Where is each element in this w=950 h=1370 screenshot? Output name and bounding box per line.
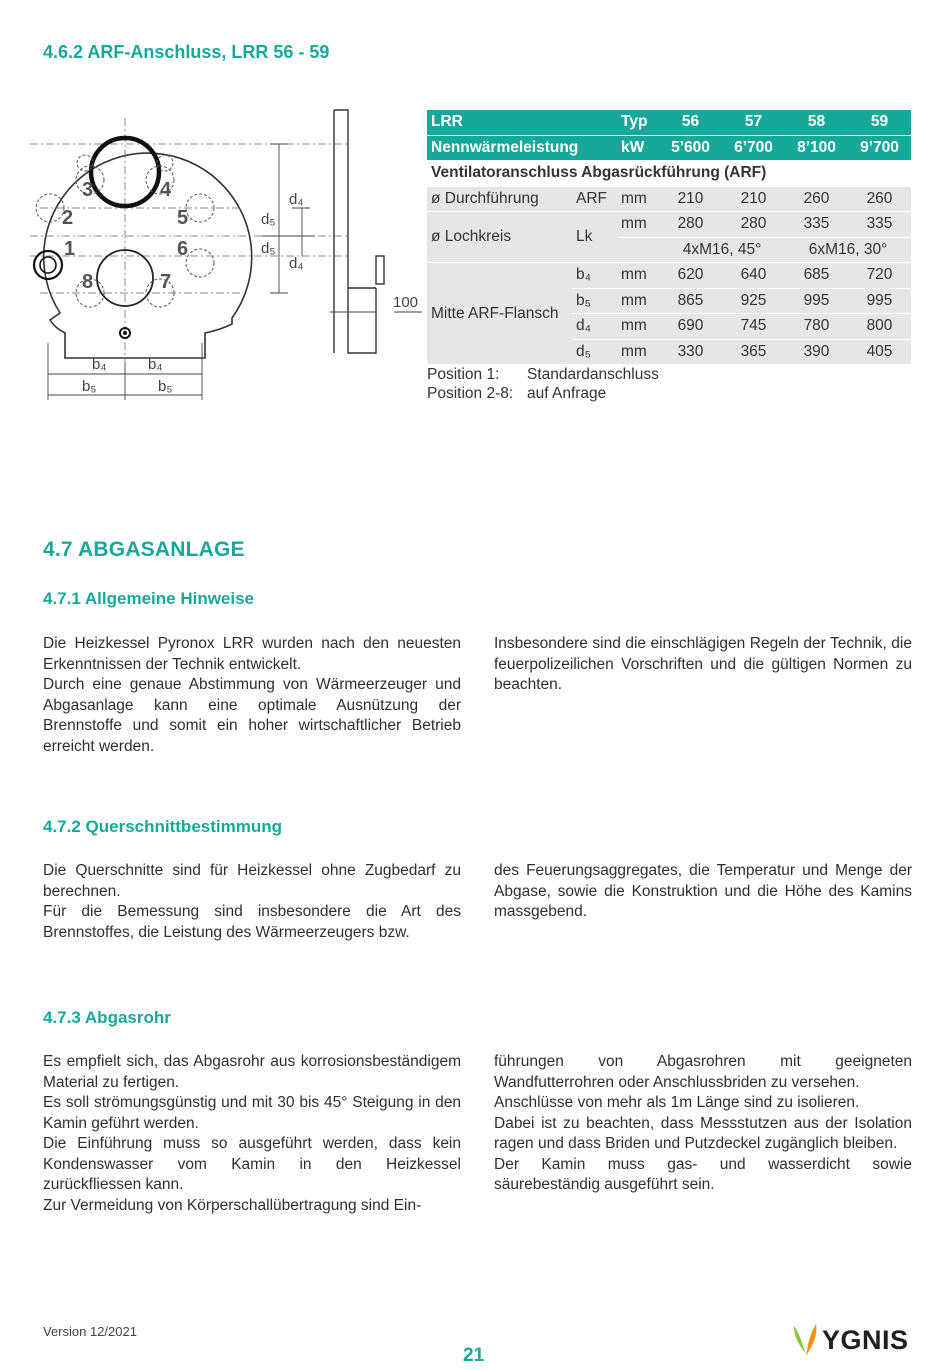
paragraph: des Feuerungsaggregates, die Temperatur und Menge der Abgase, sowie die Konstruktion und die Höhe des Kamins massgebend. bbox=[494, 862, 912, 920]
table-row bbox=[427, 110, 911, 135]
table-cell: 745 bbox=[722, 314, 785, 340]
paragraph: Die Heizkessel Pyronox LRR wurden nach den neuesten Erkenntnissen der Technik entwickelt. bbox=[43, 635, 461, 673]
arf-spec-table bbox=[427, 110, 911, 365]
pos-7-label: 7 bbox=[160, 271, 172, 293]
dim-b5-left: b₅ bbox=[82, 378, 97, 395]
table-cell: 865 bbox=[659, 288, 722, 314]
row-sub: b₅ bbox=[572, 288, 617, 314]
paragraph: Zur Vermeidung von Körperschallübertragung sind Ein- bbox=[43, 1196, 422, 1214]
table-cell: 365 bbox=[722, 339, 785, 365]
table-cell: 690 bbox=[659, 314, 722, 340]
row-unit: mm bbox=[617, 212, 659, 238]
table-row bbox=[427, 186, 911, 212]
table-cell: 9’700 bbox=[848, 135, 911, 161]
section-471-right-column bbox=[494, 634, 912, 696]
pos-2-label: 2 bbox=[62, 207, 74, 229]
group-title: Ventilatoranschluss Abgasrückführung (ARF) bbox=[427, 161, 911, 187]
row-unit: mm bbox=[617, 186, 659, 212]
table-cell: 260 bbox=[848, 186, 911, 212]
table-cell: 335 bbox=[848, 212, 911, 238]
table-row bbox=[427, 161, 911, 187]
row-unit: mm bbox=[617, 263, 659, 289]
position-label: Position 1: bbox=[427, 366, 500, 383]
section-heading-47: 4.7 ABGASANLAGE bbox=[43, 538, 245, 561]
section-473-left-column bbox=[43, 1052, 461, 1216]
table-cell: 260 bbox=[785, 186, 848, 212]
table-cell: 800 bbox=[848, 314, 911, 340]
table-cell: 8’100 bbox=[785, 135, 848, 161]
header-label: LRR bbox=[427, 110, 617, 135]
position-value: auf Anfrage bbox=[527, 385, 607, 402]
table-cell: 280 bbox=[659, 212, 722, 238]
paragraph: Die Einführung muss so ausgeführt werden, dass kein Kondenswasser vom Kamin in den Heizkessel zurückfliessen kann. bbox=[43, 1135, 461, 1193]
table-cell: 995 bbox=[848, 288, 911, 314]
row-sub: d₄ bbox=[572, 314, 617, 340]
table-cell: 6xM16, 30° bbox=[785, 237, 911, 263]
paragraph: führungen von Abgasrohren mit geeigneten Wandfutterrohren oder Anschlussbriden zu versehen. bbox=[494, 1053, 912, 1091]
row-label: Mitte ARF-Flansch bbox=[427, 263, 572, 365]
table-cell: 925 bbox=[722, 288, 785, 314]
table-row bbox=[427, 212, 911, 238]
section-472-left-column bbox=[43, 861, 461, 943]
table-cell: 405 bbox=[848, 339, 911, 365]
footer-version: Version 12/2021 bbox=[43, 1324, 137, 1339]
paragraph: Für die Bemessung sind insbesondere die Art des Brennstoffes, die Leistung des Wärmeerzeugers bzw. bbox=[43, 903, 461, 941]
row-label: ø Lochkreis bbox=[427, 212, 572, 263]
section-472-right-column bbox=[494, 861, 912, 923]
section-473-right-column bbox=[494, 1052, 912, 1196]
section-heading-473: 4.7.3 Abgasrohr bbox=[43, 1008, 171, 1027]
flame-icon bbox=[790, 1320, 822, 1360]
logo-text: YGNIS bbox=[822, 1325, 909, 1355]
paragraph: Anschlüsse von mehr als 1m Länge sind zu isolieren. bbox=[494, 1094, 860, 1111]
dim-d5-top: d₅ bbox=[261, 211, 276, 228]
table-cell: 57 bbox=[722, 110, 785, 135]
dim-b5-right: b₅ bbox=[158, 378, 173, 395]
table-cell: 59 bbox=[848, 110, 911, 135]
table-cell: 4xM16, 45° bbox=[659, 237, 785, 263]
row-sub: Lk bbox=[572, 212, 617, 263]
row-sub: d₅ bbox=[572, 339, 617, 365]
dim-b4-right: b₄ bbox=[148, 356, 163, 373]
header-unit: Typ bbox=[617, 110, 659, 135]
row-unit: mm bbox=[617, 288, 659, 314]
header-unit: kW bbox=[617, 135, 659, 161]
paragraph: Die Querschnitte sind für Heizkessel ohne Zugbedarf zu berechnen. bbox=[43, 862, 461, 900]
table-cell: 995 bbox=[785, 288, 848, 314]
paragraph: Dabei ist zu beachten, dass Messstutzen aus der Isolation ragen und dass Briden und Putzdeckel zugänglich bleiben. bbox=[494, 1114, 912, 1152]
pos-1-label: 1 bbox=[64, 238, 76, 260]
paragraph: Durch eine genaue Abstimmung von Wärmeerzeuger und Abgasanlage kann eine optimale Ausnützung der Brennstoffe und somit ein hoher wirtschaftlicher Betrieb erreicht werden. bbox=[43, 676, 461, 755]
table-cell: 620 bbox=[659, 263, 722, 289]
table-cell: 5’600 bbox=[659, 135, 722, 161]
paragraph: Es soll strömungsgünstig und mit 30 bis 45° Steigung in den Kamin geführt werden. bbox=[43, 1094, 461, 1132]
table-cell: 720 bbox=[848, 263, 911, 289]
table-cell: 210 bbox=[659, 186, 722, 212]
pos-4-label: 4 bbox=[160, 179, 172, 201]
dim-d4-top: d₄ bbox=[289, 191, 304, 208]
table-row bbox=[427, 263, 911, 289]
pos-3-label: 3 bbox=[82, 179, 94, 201]
row-sub: b₄ bbox=[572, 263, 617, 289]
paragraph: Der Kamin muss gas- und wasserdicht sowie säurebeständig ausgeführt sein. bbox=[494, 1155, 912, 1193]
table-cell: 330 bbox=[659, 339, 722, 365]
pos-5-label: 5 bbox=[177, 207, 189, 229]
ygnis-logo bbox=[790, 1320, 915, 1360]
table-cell: 780 bbox=[785, 314, 848, 340]
section-heading-472: 4.7.2 Querschnittbestimmung bbox=[43, 817, 282, 836]
table-cell: 56 bbox=[659, 110, 722, 135]
row-sub: ARF bbox=[572, 186, 617, 212]
table-cell: 6’700 bbox=[722, 135, 785, 161]
position-value: Standardanschluss bbox=[527, 366, 659, 383]
dim-b4-left: b₄ bbox=[92, 356, 107, 373]
pos-8-label: 8 bbox=[82, 271, 94, 293]
paragraph: Insbesondere sind die einschlägigen Regeln der Technik, die feuerpolizeilichen Vorschriften und die gültigen Normen zu beachten. bbox=[494, 635, 912, 693]
section-heading-462: 4.6.2 ARF-Anschluss, LRR 56 - 59 bbox=[43, 42, 330, 62]
paragraph: Es empfielt sich, das Abgasrohr aus korrosionsbeständigem Material zu fertigen. bbox=[43, 1053, 461, 1091]
table-row bbox=[427, 135, 911, 161]
dim-d5-bottom: d₅ bbox=[261, 240, 276, 257]
dim-100: 100 bbox=[393, 294, 419, 311]
dim-d4-bottom: d₄ bbox=[289, 255, 304, 272]
page-number: 21 bbox=[463, 1345, 485, 1366]
section-heading-471: 4.7.1 Allgemeine Hinweise bbox=[43, 589, 255, 608]
row-unit: mm bbox=[617, 314, 659, 340]
section-471-left-column bbox=[43, 634, 461, 757]
row-label: ø Durchführung bbox=[427, 186, 572, 212]
row-unit: mm bbox=[617, 339, 659, 365]
table-cell: 210 bbox=[722, 186, 785, 212]
position-label: Position 2-8: bbox=[427, 385, 514, 402]
table-cell: 280 bbox=[722, 212, 785, 238]
table-cell: 390 bbox=[785, 339, 848, 365]
table-cell: 335 bbox=[785, 212, 848, 238]
table-cell: 640 bbox=[722, 263, 785, 289]
pos-6-label: 6 bbox=[177, 238, 189, 260]
table-cell: 58 bbox=[785, 110, 848, 135]
arf-connection-drawing bbox=[30, 108, 422, 404]
table-cell: 685 bbox=[785, 263, 848, 289]
header-label: Nennwärmeleistung bbox=[427, 135, 617, 161]
